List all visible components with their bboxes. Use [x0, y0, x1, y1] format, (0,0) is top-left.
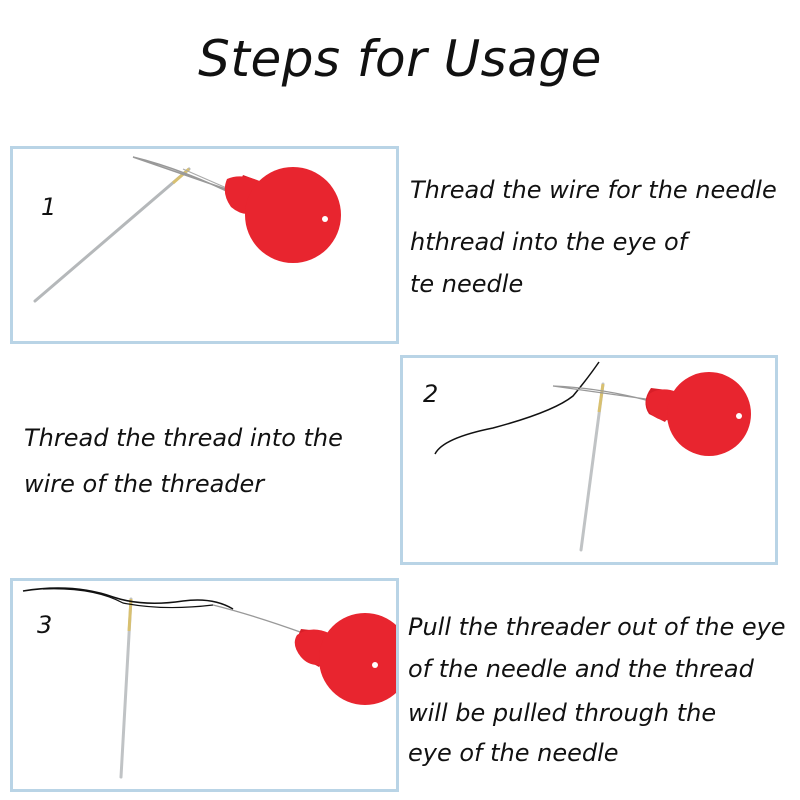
- thread-icon: [435, 362, 599, 454]
- step-2-line: Thread the thread into the: [24, 424, 343, 452]
- needle-icon: [35, 169, 189, 301]
- step-3-number: 3: [37, 611, 53, 639]
- step-2-image-panel: [400, 355, 778, 565]
- step-2-line: wire of the threader: [24, 470, 265, 498]
- step-2-number: 2: [423, 380, 439, 408]
- needle-threader-illustration: [13, 581, 399, 792]
- step-3-line: eye of the needle: [408, 739, 619, 767]
- step-1-image-panel: [10, 146, 399, 344]
- step-1-line: hthread into the eye of: [410, 228, 688, 256]
- needle-threader-icon: [645, 372, 751, 456]
- step-1-number: 1: [41, 193, 57, 221]
- page-title: Steps for Usage: [198, 30, 602, 88]
- step-3-image-panel: [10, 578, 399, 792]
- step-3-line: Pull the threader out of the eye: [408, 613, 786, 641]
- needle-threader-illustration: [13, 149, 399, 344]
- needle-threader-icon: [295, 613, 399, 705]
- step-3-line: of the needle and the thread: [408, 655, 754, 683]
- needle-threader-icon: [225, 167, 341, 263]
- step-1-line: Thread the wire for the needle: [410, 176, 777, 204]
- needle-threader-illustration: [403, 358, 778, 565]
- step-3-line: will be pulled through the: [408, 699, 717, 727]
- step-1-line: te needle: [410, 270, 524, 298]
